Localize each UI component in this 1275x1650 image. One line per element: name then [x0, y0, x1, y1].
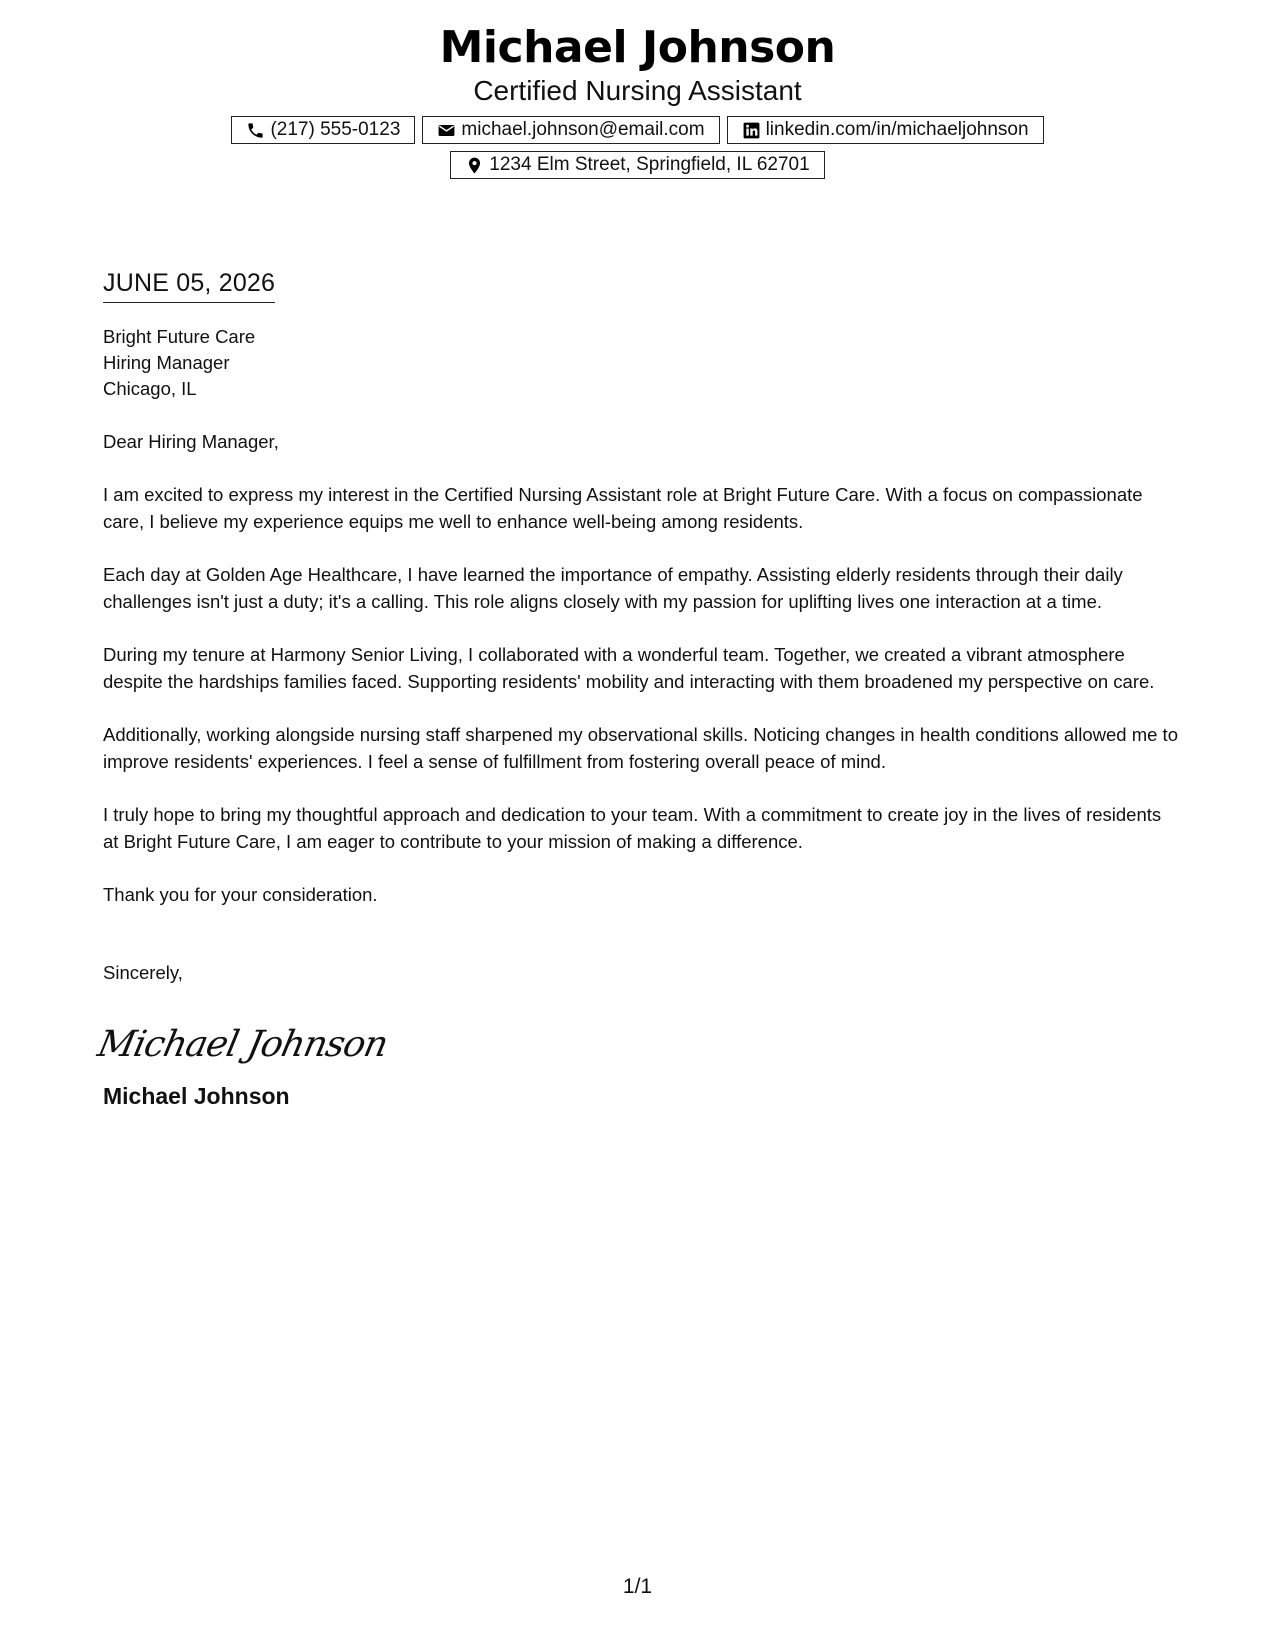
letter-body: [94, 268, 1178, 1110]
contact-row-address: [0, 151, 1275, 179]
contact-email[interactable]: [422, 116, 719, 144]
closing: Sincerely,: [103, 961, 183, 983]
envelope-icon: [437, 121, 456, 140]
recipient-title: Hiring Manager: [103, 352, 230, 373]
contact-linkedin[interactable]: [727, 116, 1044, 144]
body-paragraph: Additionally, working alongside nursing staff sharpened my observational skills. Noticing changes in health conditions allowed me to improve residents' experiences. I feel a sense of fulfillment from fostering overall peace of mind.: [103, 724, 1178, 772]
email-text: michael.johnson@email.com: [461, 119, 705, 140]
letter-date: JUNE 05, 2026: [103, 268, 275, 303]
recipient-location: Chicago, IL: [103, 378, 197, 399]
letter-header: [0, 22, 1275, 179]
body-paragraph: I truly hope to bring my thoughtful approach and dedication to your team. With a commitment to create joy in the lives of residents at Bright Future Care, I am eager to contribute to your mission of making a difference.: [103, 804, 1162, 852]
signature-image: [94, 1014, 1178, 1070]
phone-text: (217) 555-0123: [270, 119, 401, 140]
page-number: 1/1: [622, 1575, 653, 1598]
contact-row: [0, 116, 1275, 144]
body-paragraph: Each day at Golden Age Healthcare, I have learned the importance of empathy. Assisting elderly residents through their daily challenges isn't just a duty; it's a calling. This role aligns closely with my passion for uplifting lives one interaction at a time.: [103, 564, 1123, 612]
body-paragraph: Thank you for your consideration.: [103, 884, 378, 905]
contact-address: [450, 151, 824, 179]
handwritten-signature: [94, 1014, 392, 1070]
applicant-role: Certified Nursing Assistant: [473, 75, 802, 106]
signed-name: Michael Johnson: [103, 1082, 290, 1109]
phone-icon: [246, 121, 265, 140]
body-paragraph: I am excited to express my interest in the Certified Nursing Assistant role at Bright Future Care. With a focus on compassionate care, I believe my experience equips me well to enhance well-being among residents.: [103, 484, 1143, 532]
linkedin-text: linkedin.com/in/michaeljohnson: [765, 119, 1029, 140]
contact-phone: [231, 116, 415, 144]
address-text: 1234 Elm Street, Springfield, IL 62701: [489, 154, 810, 175]
recipient-company: Bright Future Care: [103, 326, 256, 347]
recipient-block: [103, 324, 1178, 402]
body-paragraph: During my tenure at Harmony Senior Living, I collaborated with a wonderful team. Together, we created a vibrant atmosphere despite the hardships families faced. Supporting residents' mobility and interacting with them broadened my perspective on care.: [103, 644, 1155, 692]
linkedin-icon: [742, 121, 761, 140]
svg-text:Michael Johnson: Michael Johnson: [94, 1021, 392, 1065]
salutation: Dear Hiring Manager,: [103, 431, 279, 452]
map-pin-icon: [465, 156, 484, 175]
applicant-name: Michael Johnson: [439, 22, 836, 73]
